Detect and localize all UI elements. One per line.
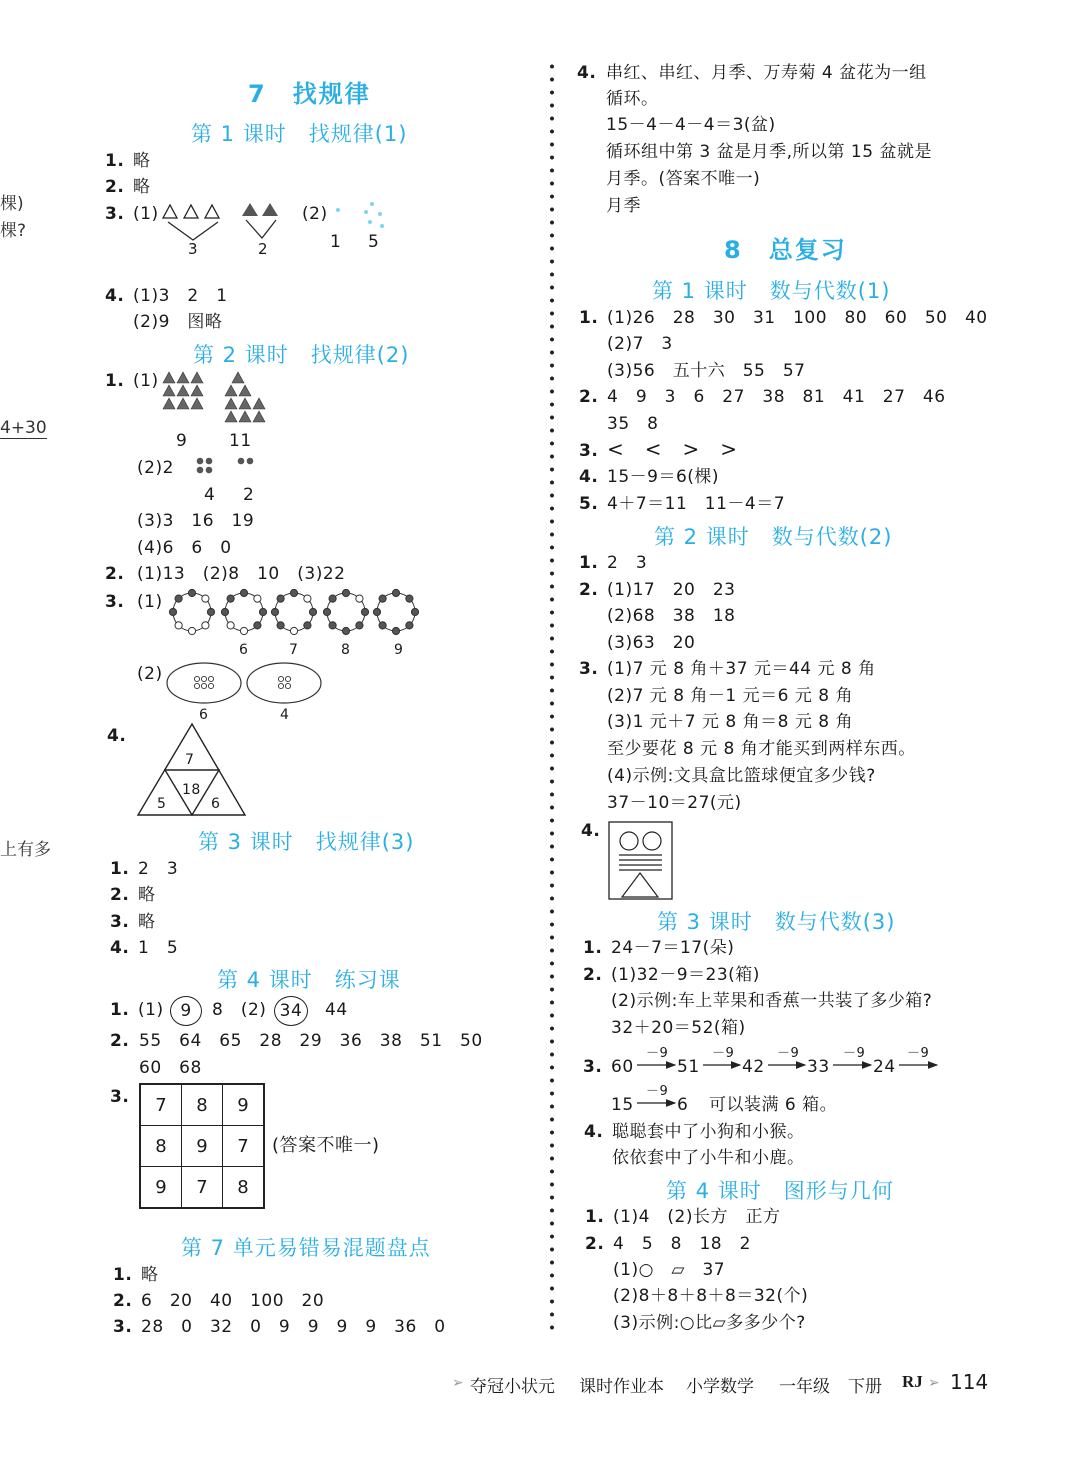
footer-brand: 夺冠小状元 [470,1377,555,1397]
question-number: 3. [110,912,130,932]
figure-number: 8 [341,642,351,658]
answer-text: (1) [138,1000,164,1020]
chain-number: 24 [873,1057,896,1077]
question-number: 1. [585,1207,605,1227]
chain-step-label: －9 [777,1046,800,1061]
question-number: 3. [579,659,599,679]
chain-number: 42 [742,1057,765,1077]
figure-number: 1 [330,232,342,252]
question-number: 5. [579,494,599,514]
grid-cell: 9 [140,1167,182,1209]
question-number: 2. [579,580,599,600]
answer-text: 串红、串红、月季、万寿菊 4 盆花为一组 [606,63,927,83]
chain-step-label: －9 [907,1046,930,1061]
unit-title: 8 总复习 [724,236,847,264]
answer-text: 32＋20＝52(箱) [611,1018,746,1038]
answer-text: (2)7 元 8 角－1 元＝6 元 8 角 [607,686,853,706]
answer-text: 6 20 40 100 20 [141,1291,325,1311]
question-number: 2. [585,1234,605,1254]
answer-text: 略 [141,1265,159,1285]
question-number: 2. [579,387,599,407]
footer-grade: 一年级 [779,1377,830,1397]
edge-fragment: 棵? [0,221,27,241]
question-number: 1. [110,859,130,879]
answer-text: 循环组中第 3 盆是月季,所以第 15 盆就是 [606,142,932,162]
question-number: 1. [583,938,603,958]
lesson-title: 第 3 课时 找规律(3) [198,830,415,854]
question-number: 1. [113,1265,133,1285]
answer-text: (2)7 3 [607,334,673,354]
answer-text: (1)3 2 1 [133,286,228,306]
grid-cell: 8 [140,1126,182,1167]
lesson-title: 第 2 课时 找规律(2) [193,343,410,367]
answer-text: 聪聪套中了小狗和小猴。 [612,1122,805,1142]
question-number: 2. [105,564,125,584]
answer-text: 略 [138,885,156,905]
question-number: 1. [579,553,599,573]
answer-text: (1) [137,592,163,612]
answer-text: (1) [133,371,159,391]
answer-text: 37－10＝27(元) [607,793,742,813]
answer-text: (2)68 38 18 [607,606,736,626]
question-number: 1. [105,151,125,171]
question-number: 1. [110,1000,130,1020]
answer-text: 依依套中了小牛和小鹿。 [612,1148,805,1168]
footer-arrow-icon: ➢ [928,1375,940,1391]
chain-step-label: －9 [646,1084,669,1099]
answer-text: (1)26 28 30 31 100 80 60 50 40 [607,308,988,328]
lesson-title: 第 2 课时 数与代数(2) [654,525,893,549]
figure-number: 11 [229,431,252,451]
figure-number: 9 [176,431,188,451]
chain-step-label: －9 [646,1046,669,1061]
answer-note: (答案不唯一) [272,1135,380,1156]
question-number: 3. [110,1087,130,1107]
answer-text: < < > > [607,437,738,461]
question-number: 2. [113,1291,133,1311]
grid-cell: 8 [182,1084,223,1126]
edge-fragment: 4+30 [0,418,47,438]
answer-text: 略 [133,177,151,197]
figure-number: 4 [280,707,290,723]
footer-edition: RJ [902,1372,923,1391]
figure-number: 9 [394,642,404,658]
chain-number: 51 [677,1057,700,1077]
chain-number: 33 [807,1057,830,1077]
figure-number: 4 [204,485,216,505]
answer-text: 60 68 [139,1058,202,1078]
answer-text: 44 [325,1000,348,1020]
answer-text: (3)1 元＋7 元 8 角＝8 元 8 角 [607,712,853,732]
figure-number: 6 [239,642,249,658]
lesson-title: 第 7 单元易错易混题盘点 [181,1236,431,1260]
answer-text: (4)6 6 0 [137,538,232,558]
lesson-title: 第 3 课时 数与代数(3) [657,910,896,934]
grid-cell: 7 [140,1084,182,1126]
answer-text: (2)示例:车上苹果和香蕉一共装了多少箱? [611,991,933,1011]
question-number: 4. [577,63,597,83]
answer-text: 55 64 65 28 29 36 38 51 50 [139,1031,483,1051]
circled-answer: 34 [274,996,308,1026]
answer-text: (1)4 (2)长方 正方 [613,1207,781,1227]
figure-number: 3 [188,240,199,258]
chain-step-label: －9 [843,1046,866,1061]
footer-volume: 下册 [848,1377,882,1397]
question-number: 4. [579,467,599,487]
answer-text: (2) [302,204,328,224]
grid-cell: 7 [182,1167,223,1209]
answer-text: (2) [137,664,163,684]
answer-text: (3)56 五十六 55 57 [607,361,806,381]
edge-fragment: 上有多 [0,840,51,860]
lesson-title: 第 4 课时 练习课 [217,968,401,992]
figure-number: 5 [368,232,380,252]
answer-text: (2)2 [137,458,174,478]
question-number: 4. [581,821,601,841]
answer-text: 1 5 [138,938,179,958]
lesson-title: 第 1 课时 数与代数(1) [652,279,891,303]
answer-text: (3)示例:○比▱多多少个? [613,1313,806,1333]
answer-text: 2 3 [607,553,648,573]
answer-text: (3)3 16 19 [137,511,255,531]
answer-text: 2 3 [138,859,179,879]
circled-answer: 9 [170,996,202,1026]
chain-number: 15 [611,1095,634,1115]
answer-text: (1)7 元 8 角＋37 元＝44 元 8 角 [607,659,876,679]
question-number: 1. [105,371,125,391]
answer-text: (1)13 (2)8 10 (3)22 [137,564,346,584]
question-number: 2. [105,177,125,197]
answer-text: 4＋7＝11 11－4＝7 [607,494,786,514]
answer-text: (1)32－9＝23(箱) [611,965,760,985]
question-number: 2. [110,1031,130,1051]
answer-text: 略 [133,151,151,171]
question-number: 3. [583,1057,603,1077]
figure-number: 2 [243,485,255,505]
question-number: 2. [110,885,130,905]
answer-text: 28 0 32 0 9 9 9 9 36 0 [141,1317,446,1337]
answer-text: (1) [133,204,159,224]
answer-text: 4 9 3 6 27 38 81 41 27 46 [607,387,946,407]
answer-text: 15－4－4－4＝3(盆) [606,115,776,135]
triangle-number: 18 [182,782,201,798]
answer-text: 15－9＝6(棵) [607,467,720,487]
answer-text: (3)63 20 [607,633,696,653]
question-number: 3. [579,441,599,461]
grid-cell: 9 [223,1084,265,1126]
answer-text: (4)示例:文具盒比篮球便宜多少钱? [607,766,876,786]
grid-cell: 9 [182,1126,223,1167]
question-number: 4. [110,938,130,958]
question-number: 4. [107,726,127,746]
question-number: 2. [583,965,603,985]
unit-title: 7 找规律 [248,80,371,108]
footer-arrow-icon: ➢ [452,1375,464,1391]
answer-text: 至少要花 8 元 8 角才能买到两样东西。 [607,739,916,759]
answer-text: 月季 [606,196,641,216]
question-number: 4. [105,286,125,306]
edge-fragment: 棵) [0,194,24,214]
figure-number: 2 [258,240,269,258]
footer-subject: 小学数学 [686,1377,754,1397]
answer-text: 8 (2) [212,1000,267,1020]
triangle-number: 7 [185,752,195,768]
lesson-title: 第 1 课时 找规律(1) [191,122,408,146]
answer-text: 月季。(答案不唯一) [606,169,761,189]
answer-text: (1)17 20 23 [607,580,736,600]
answer-text: 35 8 [607,414,659,434]
answer-text: 4 5 8 18 2 [613,1234,751,1254]
answer-text: (1)○ ▱ 37 [613,1260,726,1280]
lesson-title: 第 4 课时 图形与几何 [666,1179,894,1203]
question-number: 3. [113,1317,133,1337]
question-number: 4. [584,1122,604,1142]
grid-cell: 7 [223,1126,265,1167]
chain-number: 6 [677,1095,689,1115]
answer-text: (2)8＋8＋8＋8＝32(个) [613,1286,809,1306]
chain-step-label: －9 [712,1046,735,1061]
chain-number: 60 [611,1057,634,1077]
answer-text: 略 [138,912,156,932]
page-number: 114 [950,1370,989,1394]
figure-number: 6 [199,707,209,723]
grid-cell: 8 [223,1167,265,1209]
triangle-number: 6 [211,796,221,812]
answer-text: 24－7＝17(朵) [611,938,735,958]
footer-book: 课时作业本 [579,1377,664,1397]
triangle-number: 5 [157,796,167,812]
question-number: 3. [105,204,125,224]
question-number: 1. [579,308,599,328]
figure-number: 7 [289,642,299,658]
answer-text: 可以装满 6 箱。 [709,1095,838,1115]
answer-text: 循环。 [606,89,659,109]
question-number: 3. [105,592,125,612]
answer-text: (2)9 图略 [133,312,223,332]
